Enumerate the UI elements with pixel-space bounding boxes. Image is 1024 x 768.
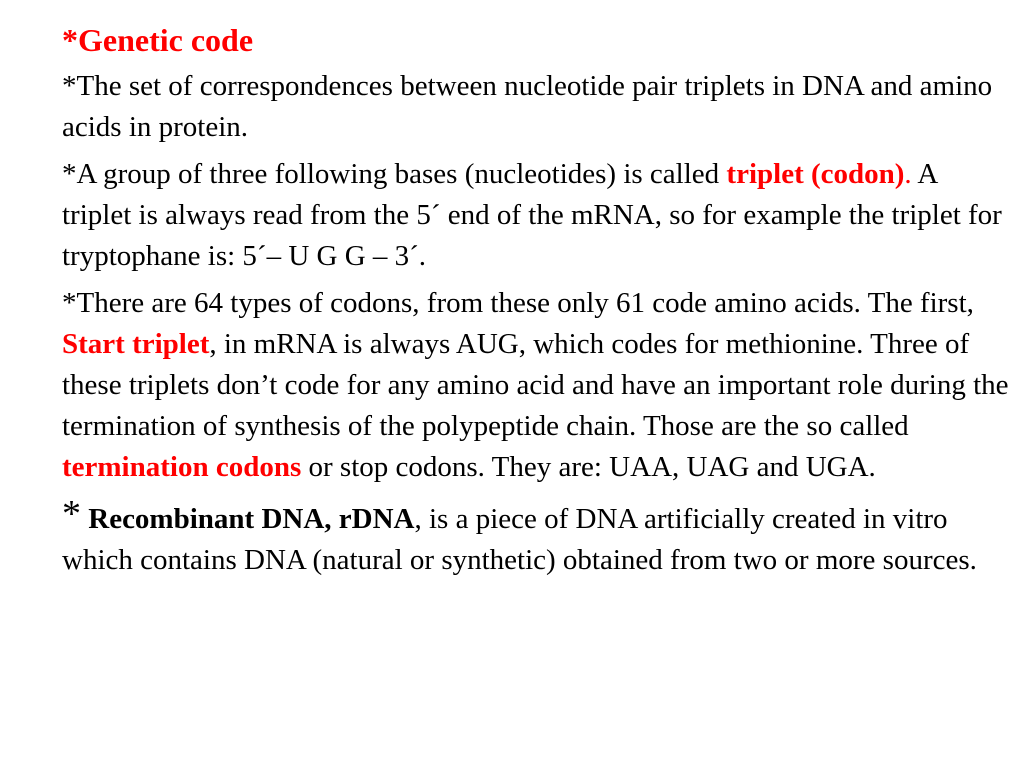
triplet-intro-text: *A group of three following bases (nucleotides) is called [62,158,727,190]
paragraph-triplet [62,154,1012,277]
recombinant-text: , is a piece of DNA artificially created in vitro which contains DNA (natural or synthetic) obtained from two or more sources. [62,503,977,576]
codons-intro-text: *There are 64 types of codons, from these only 61 code amino acids. The first, [62,287,974,319]
recombinant-dna-term: Recombinant DNA, rDNA [88,503,415,535]
paragraph-codons [62,283,1012,488]
termination-codons-term: termination codons [62,451,302,483]
codons-end-text: or stop codons. They are: UAA, UAG and UGA. [301,451,876,483]
paragraph-definition [62,66,1012,148]
start-triplet-term: Start triplet [62,328,210,360]
definition-text: *The set of correspondences between nucleotide pair triplets in DNA and amino acids in protein. [62,70,993,143]
slide-content [62,18,1012,587]
bullet-star: * [62,493,81,535]
paragraph-recombinant [62,494,1012,581]
triplet-term: triplet (codon) [726,158,905,190]
slide-title: *Genetic code [62,22,254,58]
triplet-rest-text: A triplet is always read from the 5´ end of the mRNA, so for example the triplet for tryptophane is: 5´– U G G – 3´. [62,158,1002,272]
triplet-term-dot: . [904,158,912,190]
codons-middle-text: , in mRNA is always AUG, which codes for methionine. Three of these triplets don’t code for any amino acid and have an important role during the termination of synthesis of the polypeptide chain. Those are the so called [62,328,1009,442]
